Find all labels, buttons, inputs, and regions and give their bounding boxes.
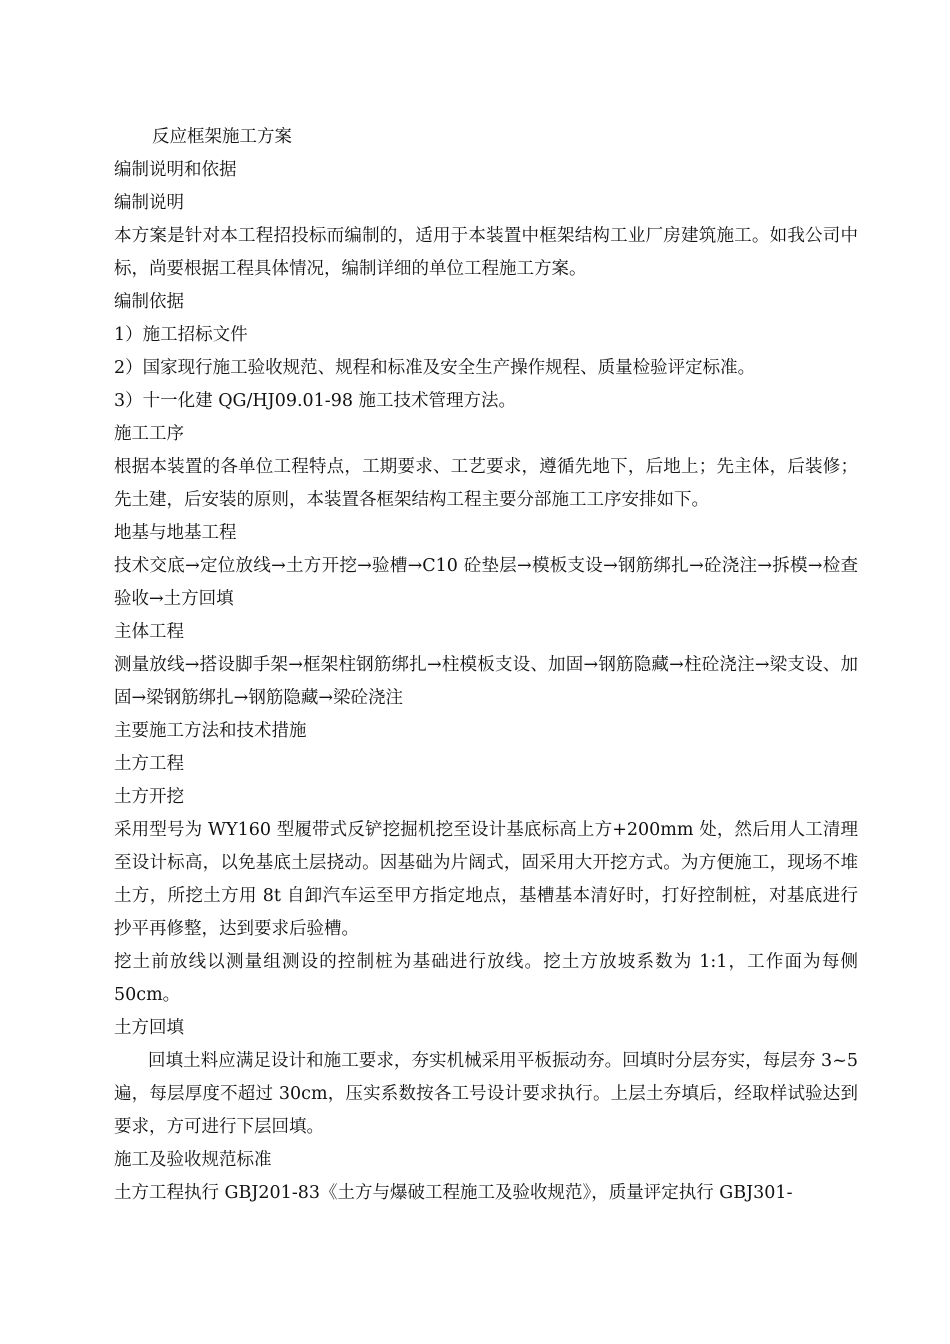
paragraph-excavation-2: 挖土前放线以测量组测设的控制桩为基础进行放线。挖土方放坡系数为 1:1，工作面为每侧 50cm。: [114, 952, 858, 1005]
paragraph-foundation: 技术交底→定位放线→土方开挖→验槽→C10 砼垫层→模板支设→钢筋绑扎→砼浇注→拆模→检查验收→土方回填: [114, 556, 858, 609]
paragraph-excavation-1: 采用型号为 WY160 型履带式反铲挖掘机挖至设计基底标高上方+200mm 处，然后用人工清理至设计标高，以免基底土层挠动。因基础为片阔式，固采用大开挖方式。为方便施工，现场不堆土方，所挖土方用 8t 自卸汽车运至甲方指定地点，基槽基本清好时，打好控制桩，对基底进行抄平再修整，达到要求后验槽。: [114, 820, 858, 939]
document-title: 反应框架施工方案: [152, 127, 292, 147]
paragraph-sequence: 根据本装置的各单位工程特点，工期要求、工艺要求，遵循先地下，后地上；先主体，后装修；先土建，后安装的原则，本装置各框架结构工程主要分部施工工序安排如下。: [114, 457, 858, 510]
paragraph-standards: 土方工程执行 GBJ201-83《土方与爆破工程施工及验收规范》，质量评定执行 GBJ301-: [114, 1183, 793, 1203]
paragraph-main-structure: 测量放线→搭设脚手架→框架柱钢筋绑扎→柱模板支设、加固→钢筋隐藏→柱砼浇注→梁支设、加固→梁钢筋绑扎→钢筋隐藏→梁砼浇注: [114, 655, 858, 708]
heading-standards: 施工及验收规范标准: [114, 1150, 272, 1170]
heading-foundation: 地基与地基工程: [114, 523, 237, 543]
heading-excavation: 土方开挖: [114, 787, 184, 807]
heading-earthwork: 土方工程: [114, 754, 184, 774]
paragraph-compile-description: 本方案是针对本工程招投标而编制的，适用于本装置中框架结构工业厂房建筑施工。如我公司中标，尚要根据工程具体情况，编制详细的单位工程施工方案。: [114, 226, 858, 279]
basis-item-1: 1）施工招标文件: [114, 325, 248, 345]
heading-methods: 主要施工方法和技术措施: [114, 721, 307, 741]
document-body: [114, 121, 858, 1210]
heading-main-structure: 主体工程: [114, 622, 184, 642]
heading-compile: 编制说明和依据: [114, 160, 237, 180]
heading-basis: 编制依据: [114, 292, 184, 312]
heading-sequence: 施工工序: [114, 424, 184, 444]
paragraph-backfill: 回填土料应满足设计和施工要求，夯实机械采用平板振动夯。回填时分层夯实，每层夯 3~5 遍，每层厚度不超过 30cm，压实系数按各工号设计要求执行。上层土夯填后，经取样试验达到要求，方可进行下层回填。: [114, 1051, 858, 1137]
heading-compile-description: 编制说明: [114, 193, 184, 213]
heading-backfill: 土方回填: [114, 1018, 184, 1038]
basis-item-3: 3）十一化建 QG/HJ09.01-98 施工技术管理方法。: [114, 391, 517, 411]
basis-item-2: 2）国家现行施工验收规范、规程和标准及安全生产操作规程、质量检验评定标准。: [114, 358, 756, 378]
